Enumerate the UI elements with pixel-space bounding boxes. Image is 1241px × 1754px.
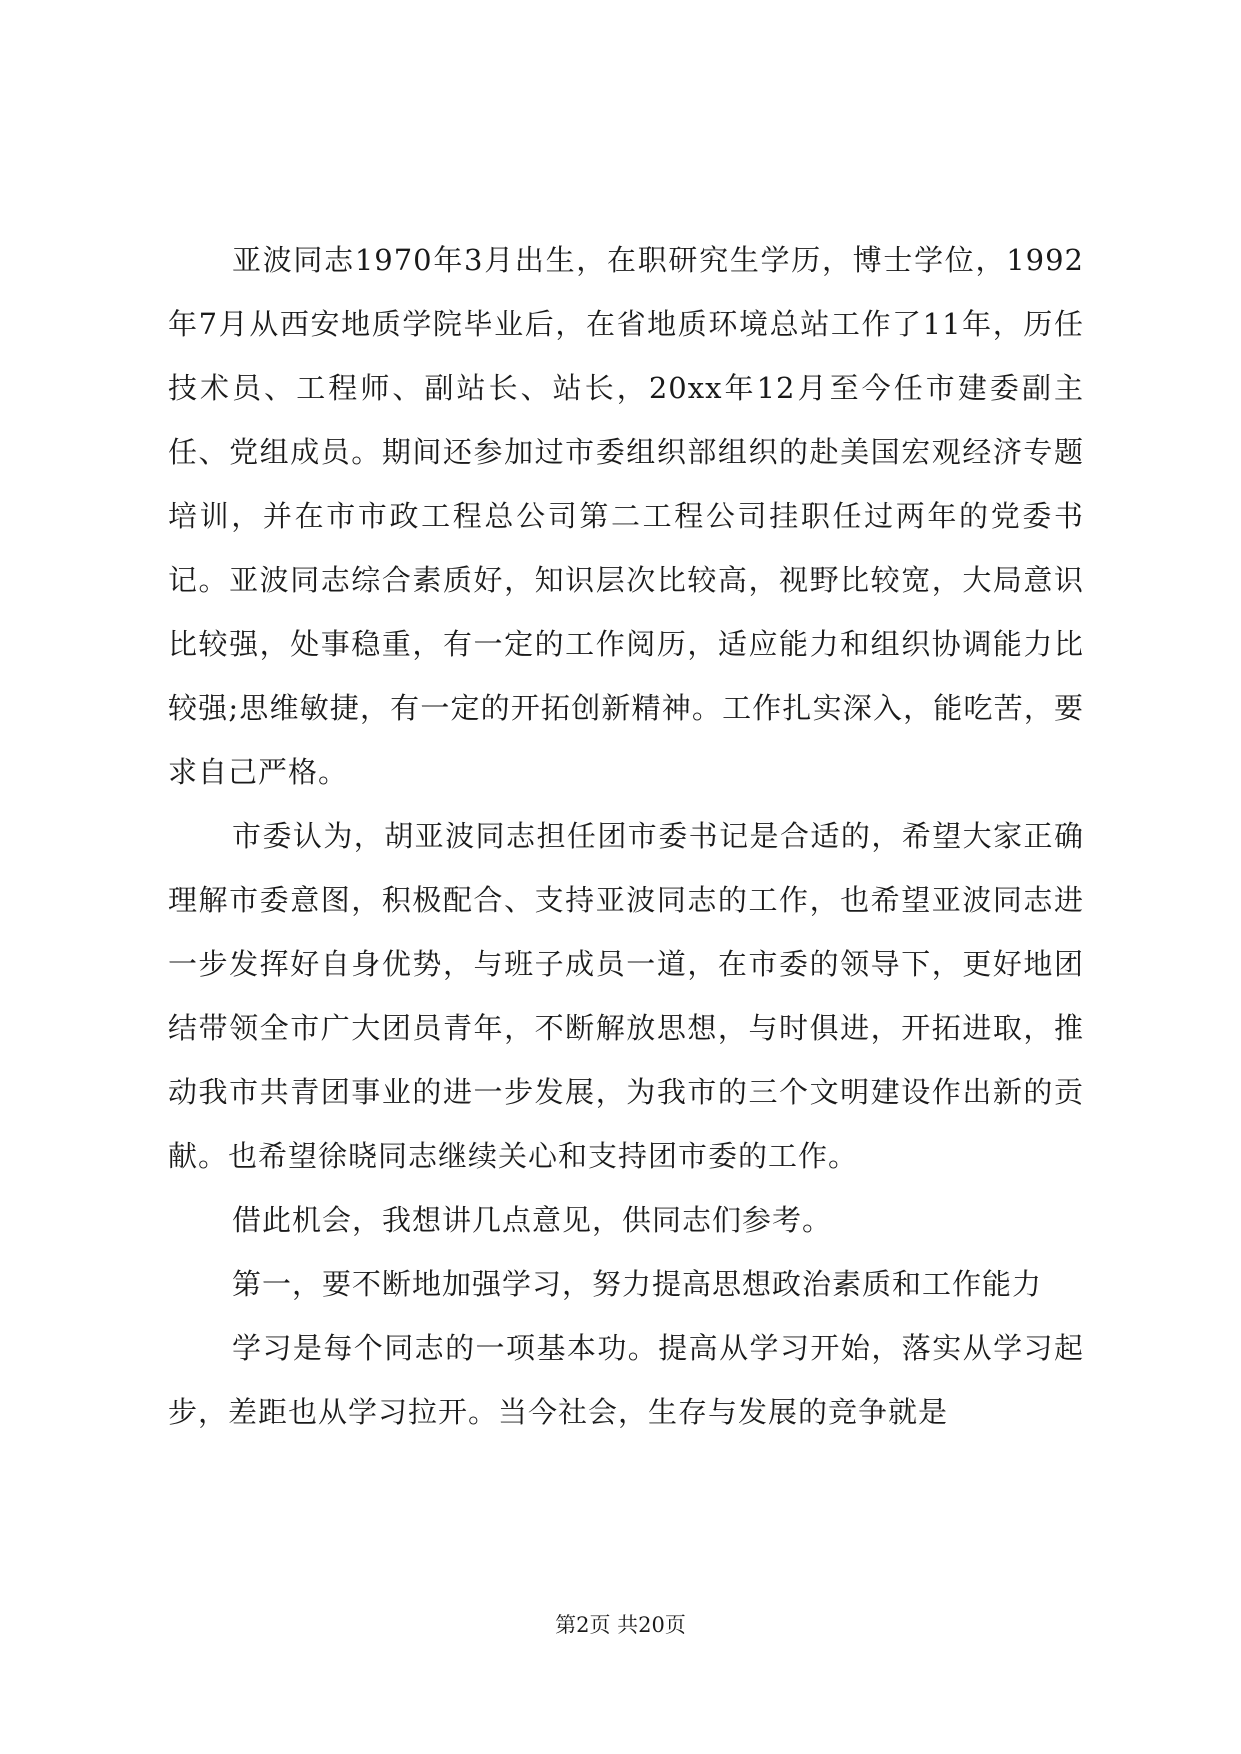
paragraph-committee-opinion: 市委认为，胡亚波同志担任团市委书记是合适的，希望大家正确理解市委意图，积极配合、支持亚波同志的工作，也希望亚波同志进一步发挥好自身优势，与班子成员一道，在市委的领导下，更好地团结带领全市广大团员青年，不断解放思想，与时俱进，开拓进取，推动我市共青团事业的进一步发展，为我市的三个文明建设作出新的贡献。也希望徐晓同志继续关心和支持团市委的工作。 bbox=[168, 819, 1084, 1173]
paragraph-intro-remarks: 借此机会，我想讲几点意见，供同志们参考。 bbox=[232, 1203, 833, 1237]
paragraph-biography: 亚波同志1970年3月出生，在职研究生学历，博士学位，1992年7月从西安地质学院毕业后，在省地质环境总站工作了11年，历任技术员、工程师、副站长、站长，20xx年12月至今任市建委副主任、党组成员。期间还参加过市委组织部组织的赴美国宏观经济专题培训，并在市市政工程总公司第二工程公司挂职任过两年的党委书记。亚波同志综合素质好，知识层次比较高，视野比较宽，大局意识比较强，处事稳重，有一定的工作阅历，适应能力和组织协调能力比较强;思维敏捷，有一定的开拓创新精神。工作扎实深入，能吃苦，要求自己严格。 bbox=[168, 243, 1084, 789]
paragraph-learning: 学习是每个同志的一项基本功。提高从学习开始，落实从学习起步，差距也从学习拉开。当今社会，生存与发展的竞争就是 bbox=[168, 1331, 1084, 1429]
document-body bbox=[168, 228, 1084, 1444]
paragraph-point-one-heading: 第一，要不断地加强学习，努力提高思想政治素质和工作能力 bbox=[232, 1267, 1043, 1301]
page-number-footer: 第2页 共20页 bbox=[555, 1613, 686, 1637]
